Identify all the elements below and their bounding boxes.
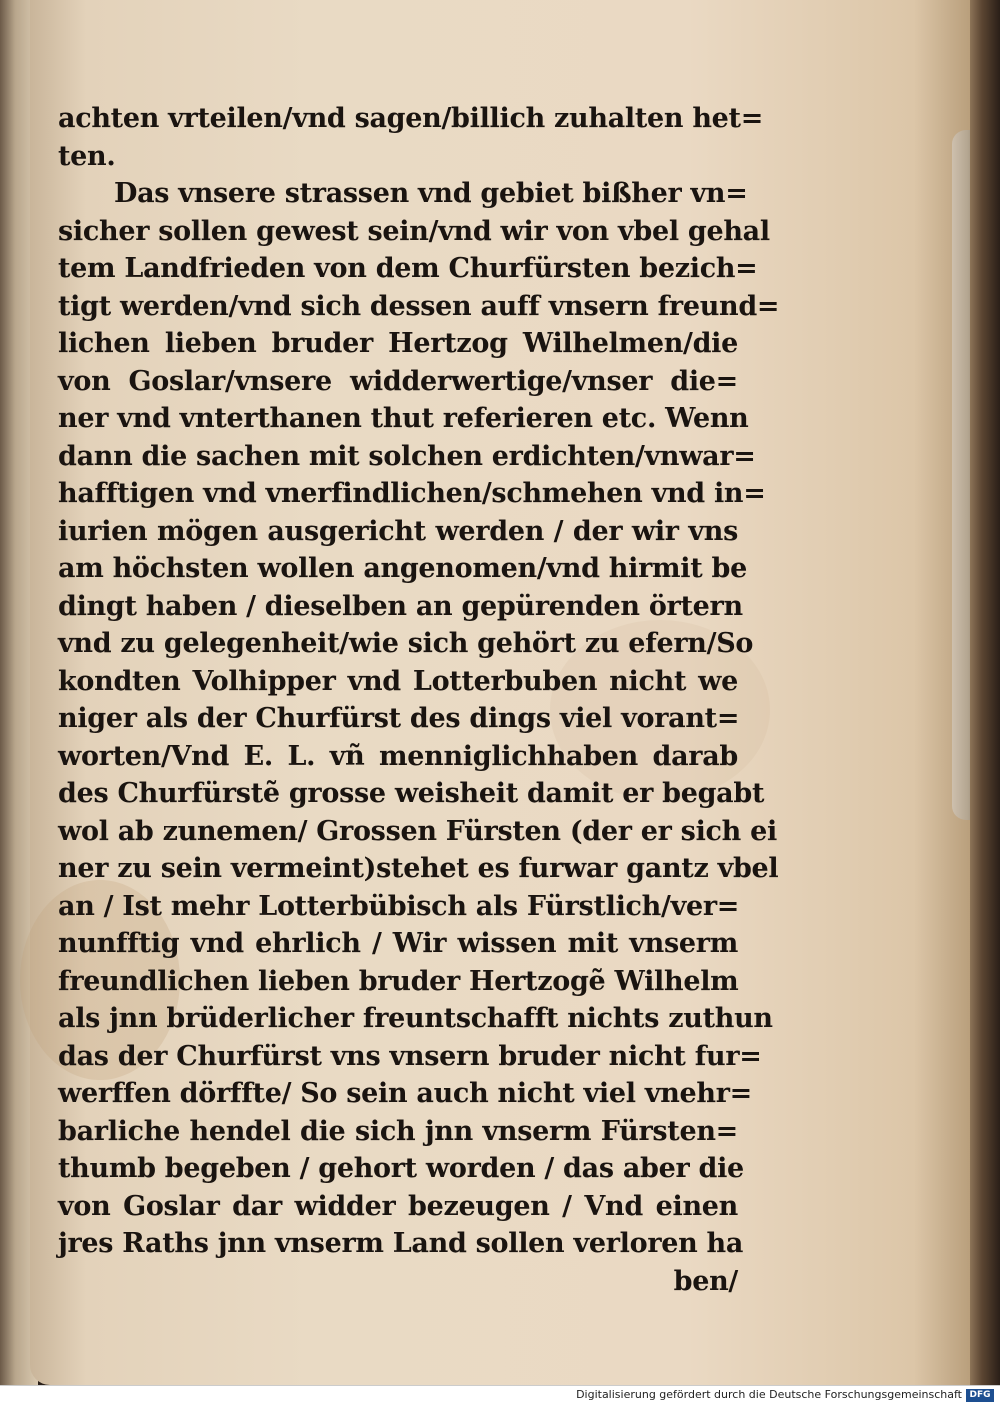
text-line: am höchsten wollen angenomen/vnd hirmit be	[58, 553, 747, 584]
text-line: achten vrteilen/vnd sagen/billich zuhalten het=	[58, 103, 764, 134]
text-line: freundlichen lieben bruder Hertzogẽ Wilhelm	[58, 965, 739, 997]
text-line: iurien mögen ausgericht werden / der wir vns	[58, 515, 738, 547]
text-line: das der Churfürst vns vnsern bruder nicht fur=	[58, 1040, 762, 1072]
text-line: dingt haben / dieselben an gepürenden örtern	[58, 590, 743, 622]
text-line: von Goslar dar widder bezeugen / Vnd einen	[58, 1190, 738, 1222]
text-line: nunfftig vnd ehrlich / Wir wissen mit vnserm	[58, 928, 738, 959]
text-line: wol ab zunemen/ Grossen Fürsten (der er sich ei	[58, 815, 777, 847]
text-line: dann die sachen mit solchen erdichten/vnwar=	[58, 440, 756, 472]
text-line: tigt werden/vnd sich dessen auff vnsern freund=	[58, 290, 780, 322]
viewer-footer	[0, 1385, 1000, 1405]
text-line: tem Landfrieden von dem Churfürsten bezich=	[58, 253, 758, 284]
text-line: barliche hendel die sich jnn vnserm Fürsten=	[58, 1115, 738, 1147]
text-line: kondten Volhipper vnd Lotterbuben nicht we	[58, 665, 738, 697]
text-line: ner zu sein vermeint)stehet es furwar gantz vbel	[58, 853, 779, 884]
text-line: ten.	[58, 140, 116, 172]
text-line: als jnn brüderlicher freuntschafft nichts zuthun	[58, 1003, 773, 1034]
dfg-logo-icon: DFG	[966, 1389, 994, 1402]
book-binding-edge	[970, 0, 1000, 1385]
text-line: vnd zu gelegenheit/wie sich gehört zu efern/So	[58, 628, 754, 659]
text-line: sicher sollen gewest sein/vnd wir von vbel gehal	[58, 215, 770, 247]
text-line: Das vnsere strassen vnd gebiet bißher vn=	[114, 178, 748, 209]
text-line: thumb begeben / gehort worden / das aber die	[58, 1153, 744, 1184]
text-line: niger als der Churfürst des dings viel vorant=	[58, 703, 740, 734]
text-line: werffen dörffte/ So sein auch nicht viel vnehr=	[58, 1078, 752, 1109]
text-line: an / Ist mehr Lotterbübisch als Fürstlich/ver=	[58, 890, 740, 922]
text-line: hafftigen vnd vnerfindlichen/schmehen vnd in=	[58, 478, 766, 509]
text-line: lichen lieben bruder Hertzog Wilhelmen/die	[58, 328, 738, 359]
body-text	[58, 100, 780, 1300]
text-line: worten/Vnd E. L. vñ menniglichhaben darab	[58, 740, 738, 772]
text-line: von Goslar/vnsere widderwertige/vnser die=	[58, 365, 738, 397]
funding-credit: Digitalisierung gefördert durch die Deutsche Forschungsgemeinschaft	[576, 1388, 962, 1401]
text-line: jres Raths jnn vnserm Land sollen verloren ha	[58, 1228, 744, 1259]
text-line: ner vnd vnterthanen thut referieren etc. Wenn	[58, 403, 749, 434]
catchword: ben/	[673, 1265, 738, 1297]
text-line: des Churfürstẽ grosse weisheit damit er begabt	[58, 778, 765, 809]
